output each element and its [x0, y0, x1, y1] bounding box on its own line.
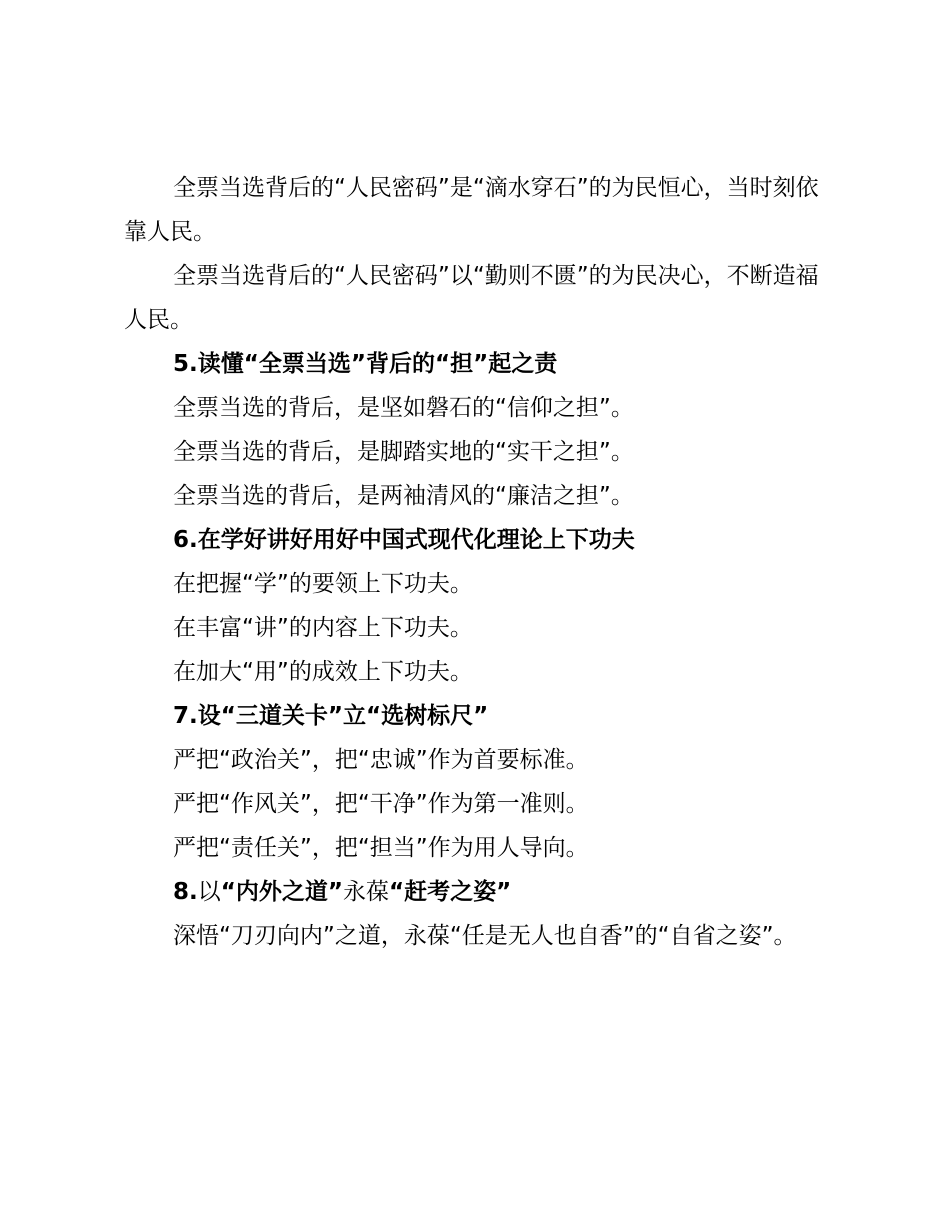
section-6-line-learn: 在把握“学”的要领上下功夫。 [173, 571, 473, 597]
section-6-line-speak: 在丰富“讲”的内容上下功夫。 [173, 615, 473, 641]
section-8-heading-quote-2: “赶考之姿” [388, 879, 512, 905]
section-7-line-political: 严把“政治关”，把“忠诚”作为首要标准。 [173, 747, 589, 773]
document-body [124, 166, 824, 958]
section-5-line-integrity: 全票当选的背后，是两袖清风的“廉洁之担”。 [173, 483, 634, 509]
section-5-line-practice: 全票当选的背后，是脚踏实地的“实干之担”。 [173, 439, 634, 465]
section-8-heading-number: 8. [173, 879, 198, 905]
section-8-paragraph: 深悟“刀刃向内”之道，永葆“任是无人也自香”的“自省之姿”。 [173, 923, 797, 949]
section-7-heading: 7.设“三道关卡”立“选树标尺” [173, 703, 489, 729]
paragraph-people-code-perseverance: 全票当选背后的“人民密码”是“滴水穿石”的为民恒心，当时刻依靠人民。 [124, 175, 819, 245]
section-6-heading: 6.在学好讲好用好中国式现代化理论上下功夫 [173, 527, 635, 553]
section-8-heading-text-2: 永葆 [342, 879, 389, 905]
section-8-heading [124, 870, 824, 914]
paragraph-people-code-diligence: 全票当选背后的“人民密码”以“勤则不匮”的为民决心，不断造福人民。 [124, 263, 819, 333]
section-7-line-responsibility: 严把“责任关”，把“担当”作为用人导向。 [173, 835, 589, 861]
section-6-line-use: 在加大“用”的成效上下功夫。 [173, 659, 473, 685]
section-8-heading-text-1: 以 [197, 879, 221, 905]
section-5-heading: 5.读懂“全票当选”背后的“担”起之责 [173, 351, 558, 377]
section-5-line-faith: 全票当选的背后，是坚如磐石的“信仰之担”。 [173, 395, 634, 421]
section-8-heading-quote-1: “内外之道” [220, 879, 343, 905]
section-7-line-style: 严把“作风关”，把“干净”作为第一准则。 [173, 791, 589, 817]
